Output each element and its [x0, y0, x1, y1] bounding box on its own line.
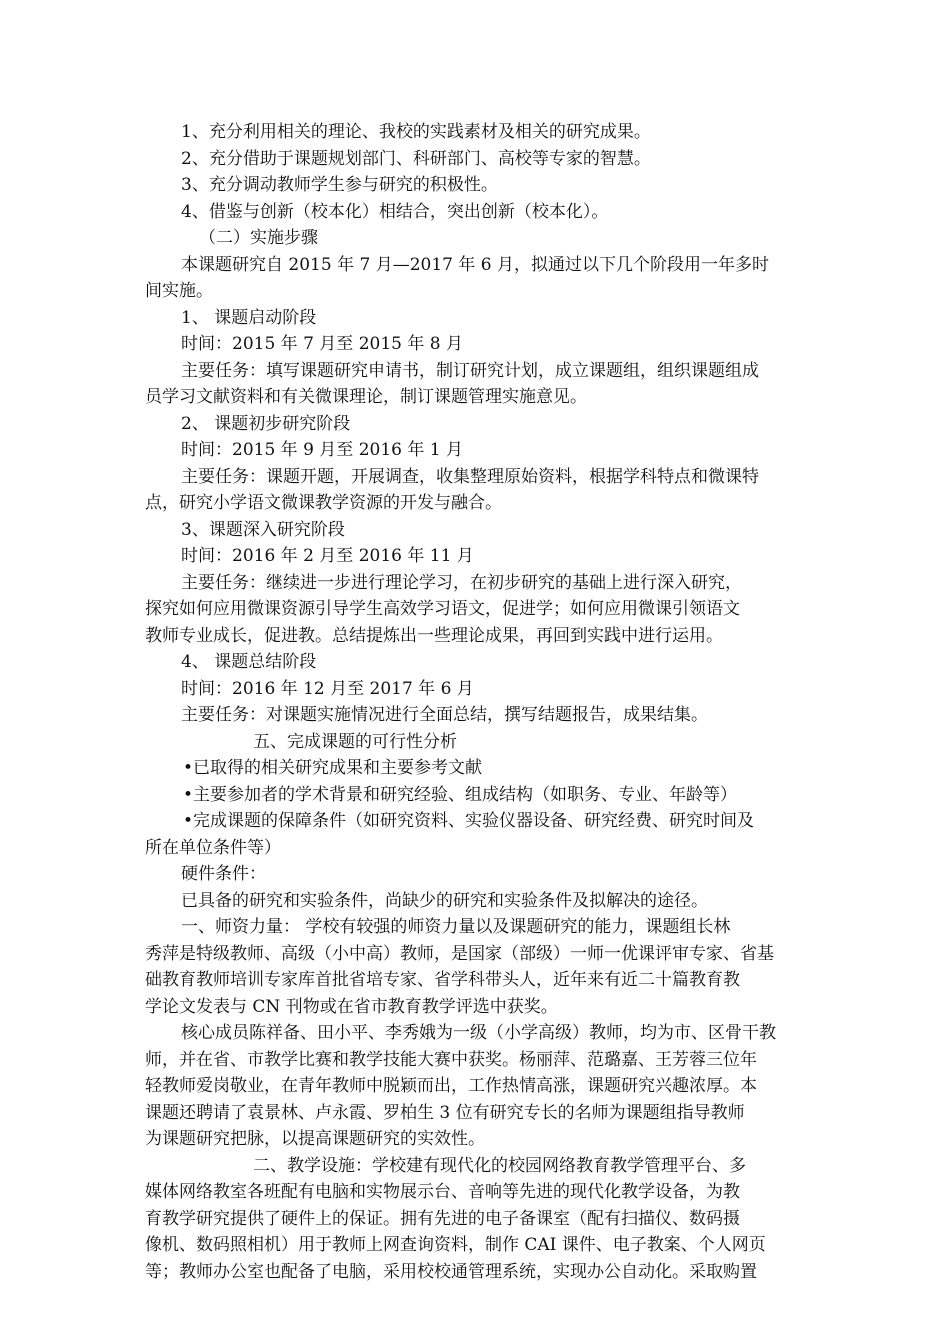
bullet-item: •主要参加者的学术背景和研究经验、组成结构（如职务、专业、年龄等） [183, 784, 738, 805]
text-line: 间实施。 [145, 281, 213, 301]
text-line: 为课题研究把脉，以提高课题研究的实效性。 [145, 1129, 485, 1149]
text-line: 学论文发表与 CN 刊物或在省市教育教学评选中获奖。 [145, 996, 558, 1017]
text-line: 础教育教师培训专家库首批省培专家、省学科带头人，近年来有近二十篇教育教 [145, 970, 740, 990]
text-line: 像机、数码照相机）用于教师上网查询资料，制作 CAI 课件、电子教案、个人网页 [145, 1235, 766, 1255]
text-line: 核心成员陈祥备、田小平、李秀娥为一级（小学高级）教师，均为市、区骨干教 [181, 1023, 776, 1043]
stage-heading: 3、课题深入研究阶段 [181, 519, 345, 540]
text-line: 主要任务：对课题实施情况进行全面总结，撰写结题报告，成果结集。 [181, 705, 708, 725]
text-line: 所在单位条件等） [145, 837, 281, 858]
bullet-item: •已取得的相关研究成果和主要参考文献 [183, 758, 483, 778]
text-line: 师，并在省、市教学比赛和教学技能大赛中获奖。杨丽萍、范璐嘉、王芳蓉三位年 [145, 1049, 757, 1070]
text-line: 2、充分借助于课题规划部门、科研部门、高校等专家的智慧。 [181, 148, 651, 169]
text-line: 主要任务：填写课题研究申请书，制订研究计划，成立课题组，组织课题组成 [181, 360, 759, 381]
text-line: 时间：2015 年 7 月至 2015 年 8 月 [181, 334, 463, 354]
stage-heading: 4、 课题总结阶段 [181, 652, 317, 672]
stage-heading: 2、 课题初步研究阶段 [181, 413, 351, 434]
text-line: 等；教师办公室也配备了电脑，采用校校通管理系统，实现办公自动化。采取购置 [145, 1261, 757, 1282]
text-line: 媒体网络教室各班配有电脑和实物展示台、音响等先进的现代化教学设备，为教 [145, 1182, 740, 1202]
text-line: 时间：2015 年 9 月至 2016 年 1 月 [181, 440, 463, 460]
text-line: 二、教学设施：学校建有现代化的校园网络教育教学管理平台、多 [253, 1155, 746, 1176]
text-line: 时间：2016 年 2 月至 2016 年 11 月 [181, 546, 474, 566]
text-line: 主要任务：继续进一步进行理论学习，在初步研究的基础上进行深入研究， [181, 572, 742, 593]
text-line: 秀萍是特级教师、高级（小中高）教师，是国家（部级）一师一优课评审专家、省基 [145, 943, 774, 964]
text-line: 点，研究小学语文微课教学资源的开发与融合。 [145, 493, 502, 513]
section-heading: （二）实施步骤 [199, 228, 318, 248]
text-line: 员学习文献资料和有关微课理论，制订课题管理实施意见。 [145, 387, 587, 407]
text-line: 一、师资力量： 学校有较强的师资力量以及课题研究的能力，课题组长林 [181, 917, 731, 937]
document-page [145, 119, 810, 1285]
text-line: 1、充分利用相关的理论、我校的实践素材及相关的研究成果。 [181, 122, 651, 142]
section-heading: 五、完成课题的可行性分析 [253, 731, 457, 752]
text-line: 4、借鉴与创新（校本化）相结合，突出创新（校本化）。 [181, 201, 609, 222]
text-line: 主要任务：课题开题，开展调查，收集整理原始资料，根据学科特点和微课特 [181, 466, 759, 487]
text-line: 本课题研究自 2015 年 7 月—2017 年 6 月，拟通过以下几个阶段用一年多时 [181, 254, 769, 275]
text-line: 时间：2016 年 12 月至 2017 年 6 月 [181, 678, 474, 699]
text-line: 育教学研究提供了硬件上的保证。拥有先进的电子备课室（配有扫描仪、数码摄 [145, 1208, 740, 1229]
text-line: 3、充分调动教师学生参与研究的积极性。 [181, 175, 498, 195]
text-line: 轻教师爱岗敬业，在青年教师中脱颖而出，工作热情高涨，课题研究兴趣浓厚。本 [145, 1076, 757, 1096]
text-line: 硬件条件： [181, 864, 266, 884]
text-line: 教师专业成长，促进教。总结提炼出一些理论成果，再回到实践中进行运用。 [145, 625, 723, 646]
text-line: 探究如何应用微课资源引导学生高效学习语文，促进学；如何应用微课引领语文 [145, 599, 740, 619]
text-line: 课题还聘请了袁景林、卢永霞、罗柏生 3 位有研究专长的名师为课题组指导教师 [145, 1102, 745, 1123]
text-line: 已具备的研究和实验条件，尚缺少的研究和实验条件及拟解决的途径。 [181, 890, 708, 911]
bullet-item: •完成课题的保障条件（如研究资料、实验仪器设备、研究经费、研究时间及 [183, 811, 755, 831]
stage-heading: 1、 课题启动阶段 [181, 307, 317, 328]
